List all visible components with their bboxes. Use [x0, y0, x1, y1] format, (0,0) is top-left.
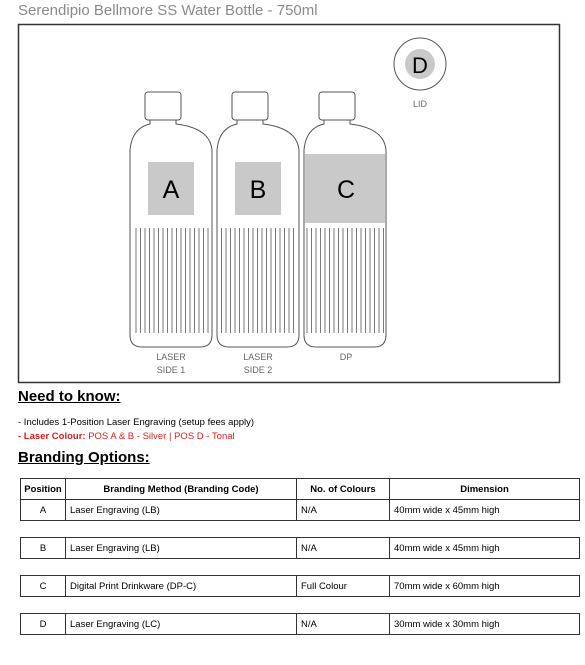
cell-position: A — [21, 500, 66, 520]
cell-dimension: 40mm wide x 45mm high — [394, 542, 500, 554]
cell-method: Laser Engraving (LC) — [66, 614, 297, 634]
bottle-b-label-1: LASER — [243, 352, 273, 362]
table-row — [20, 613, 580, 635]
header-colours: No. of Colours — [297, 479, 390, 499]
bottle-a-label-2: SIDE 1 — [156, 365, 186, 375]
header-method: Branding Method (Branding Code) — [66, 479, 297, 499]
cell-position: B — [21, 538, 66, 558]
bottle-b-label-2: SIDE 2 — [243, 365, 273, 375]
cell-dimension: 30mm wide x 30mm high — [394, 618, 500, 630]
need-to-know-line-1: - Includes 1-Position Laser Engraving (setup fees apply) — [18, 417, 255, 428]
bottle-c — [304, 92, 386, 362]
cell-method: Laser Engraving (LB) — [66, 500, 297, 520]
branding-table-header — [20, 478, 580, 500]
bottle-b — [217, 92, 299, 375]
cell-colours: N/A — [297, 500, 390, 520]
laser-colour-value: POS A & B - Silver | POS D - Tonal — [85, 431, 235, 442]
cell-dimension: 40mm wide x 45mm high — [394, 504, 500, 516]
need-to-know-heading: Need to know: — [18, 388, 121, 405]
cell-colours: Full Colour — [297, 576, 390, 596]
lid-label: LID — [412, 99, 428, 109]
header-position: Position — [21, 479, 66, 499]
table-row — [20, 537, 580, 559]
branding-options-heading: Branding Options: — [18, 449, 150, 466]
cell-method: Laser Engraving (LB) — [66, 538, 297, 558]
position-c-mark: C — [336, 176, 356, 204]
cell-dimension: 70mm wide x 60mm high — [394, 580, 500, 592]
cell-position: D — [21, 614, 66, 634]
cell-colours: N/A — [297, 538, 390, 558]
position-a-mark: A — [162, 176, 180, 204]
table-row — [20, 499, 580, 521]
cell-position: C — [21, 576, 66, 596]
lid-d — [394, 38, 446, 109]
need-to-know-line-2 — [18, 431, 235, 442]
position-d-mark: D — [412, 53, 428, 78]
bottle-a — [130, 92, 212, 375]
header-dimension: Dimension — [460, 483, 509, 495]
cell-method: Digital Print Drinkware (DP-C) — [66, 576, 297, 596]
page-title: Serendipio Bellmore SS Water Bottle - 750ml — [18, 2, 318, 19]
position-b-mark: B — [249, 176, 267, 204]
bottle-a-label-1: LASER — [156, 352, 186, 362]
bottle-c-label-1: DP — [339, 352, 353, 362]
table-row — [20, 575, 580, 597]
laser-colour-label: - Laser Colour: — [18, 431, 86, 442]
cell-colours: N/A — [297, 614, 390, 634]
